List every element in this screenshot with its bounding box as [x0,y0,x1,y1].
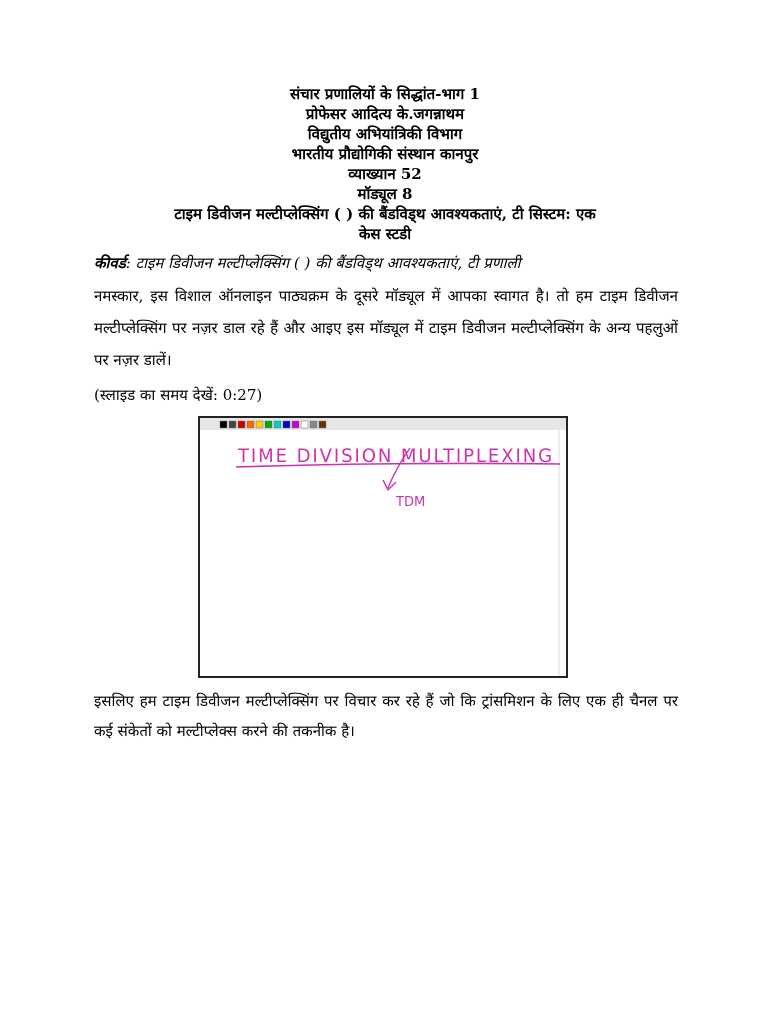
paragraph-intro: नमस्कार, इस विशाल ऑनलाइन पाठ्यक्रम के दूसरे मॉड्यूल में आपका स्वागत है। तो हम टाइम डिवीजन मल्टीप्लेक्सिंग पर नज़र डाल रहे हैं और आइए इस मॉड्यूल में टाइम डिवीजन मल्टीप्लेक्सिंग के अन्य पहलुओं पर नज़र डालें। [94,287,678,369]
palette-swatch [301,421,308,428]
keywords-label: कीवर्ड [94,254,126,272]
palette-swatch [319,421,326,428]
lecture-slide-screenshot [198,416,568,678]
slide-abbr-label: TDM [396,495,426,510]
professor-name: प्रोफेसर आदित्य के.जगन्नाथम [305,105,465,123]
module-number: मॉड्यूल 8 [357,185,413,203]
palette-swatch [220,421,227,428]
slide-toolbar [200,418,566,430]
paragraph-explanation: इसलिए हम टाइम डिवीजन मल्टीप्लेक्सिंग पर विचार कर रहे हैं जो कि ट्रांसमिशन के लिए एक ही चैनल पर कई संकेतों को मल्टीप्लेक्स करने की तकनीक है। [94,692,678,740]
palette-swatch [283,421,290,428]
keywords-line [94,252,694,274]
palette-swatch [274,421,281,428]
document-header [80,84,690,244]
lecture-topic: टाइम डिवीजन मल्टीप्लेक्सिंग ( ) की बैंडविड्थ आवश्यकताएं, टी सिस्टम: एक [174,205,596,223]
palette-swatch [256,421,263,428]
palette-swatch [265,421,272,428]
lecture-number: व्याख्यान 52 [348,165,422,183]
palette-swatch [247,421,254,428]
slide-time-reference: (स्लाइड का समय देखें: 0:27) [94,386,263,404]
palette-swatch [229,421,236,428]
palette-swatch [292,421,299,428]
lecture-topic-cont: केस स्टडी [358,225,412,243]
slide-handwritten-title: TIME DIVISION MULTIPLEXING [237,445,554,467]
keywords-text: : टाइम डिवीजन मल्टीप्लेक्सिंग ( ) की बैंडविड्थ आवश्यकताएं, टी प्रणाली [125,254,521,272]
palette-swatch [310,421,317,428]
institute-name: भारतीय प्रौद्योगिकी संस्थान कानपुर [291,145,479,163]
palette-swatch [238,421,245,428]
course-title: संचार प्रणालियों के सिद्धांत-भाग 1 [290,85,480,103]
department-name: विद्युतीय अभियांत्रिकी विभाग [307,125,463,143]
slide-canvas [200,418,566,676]
